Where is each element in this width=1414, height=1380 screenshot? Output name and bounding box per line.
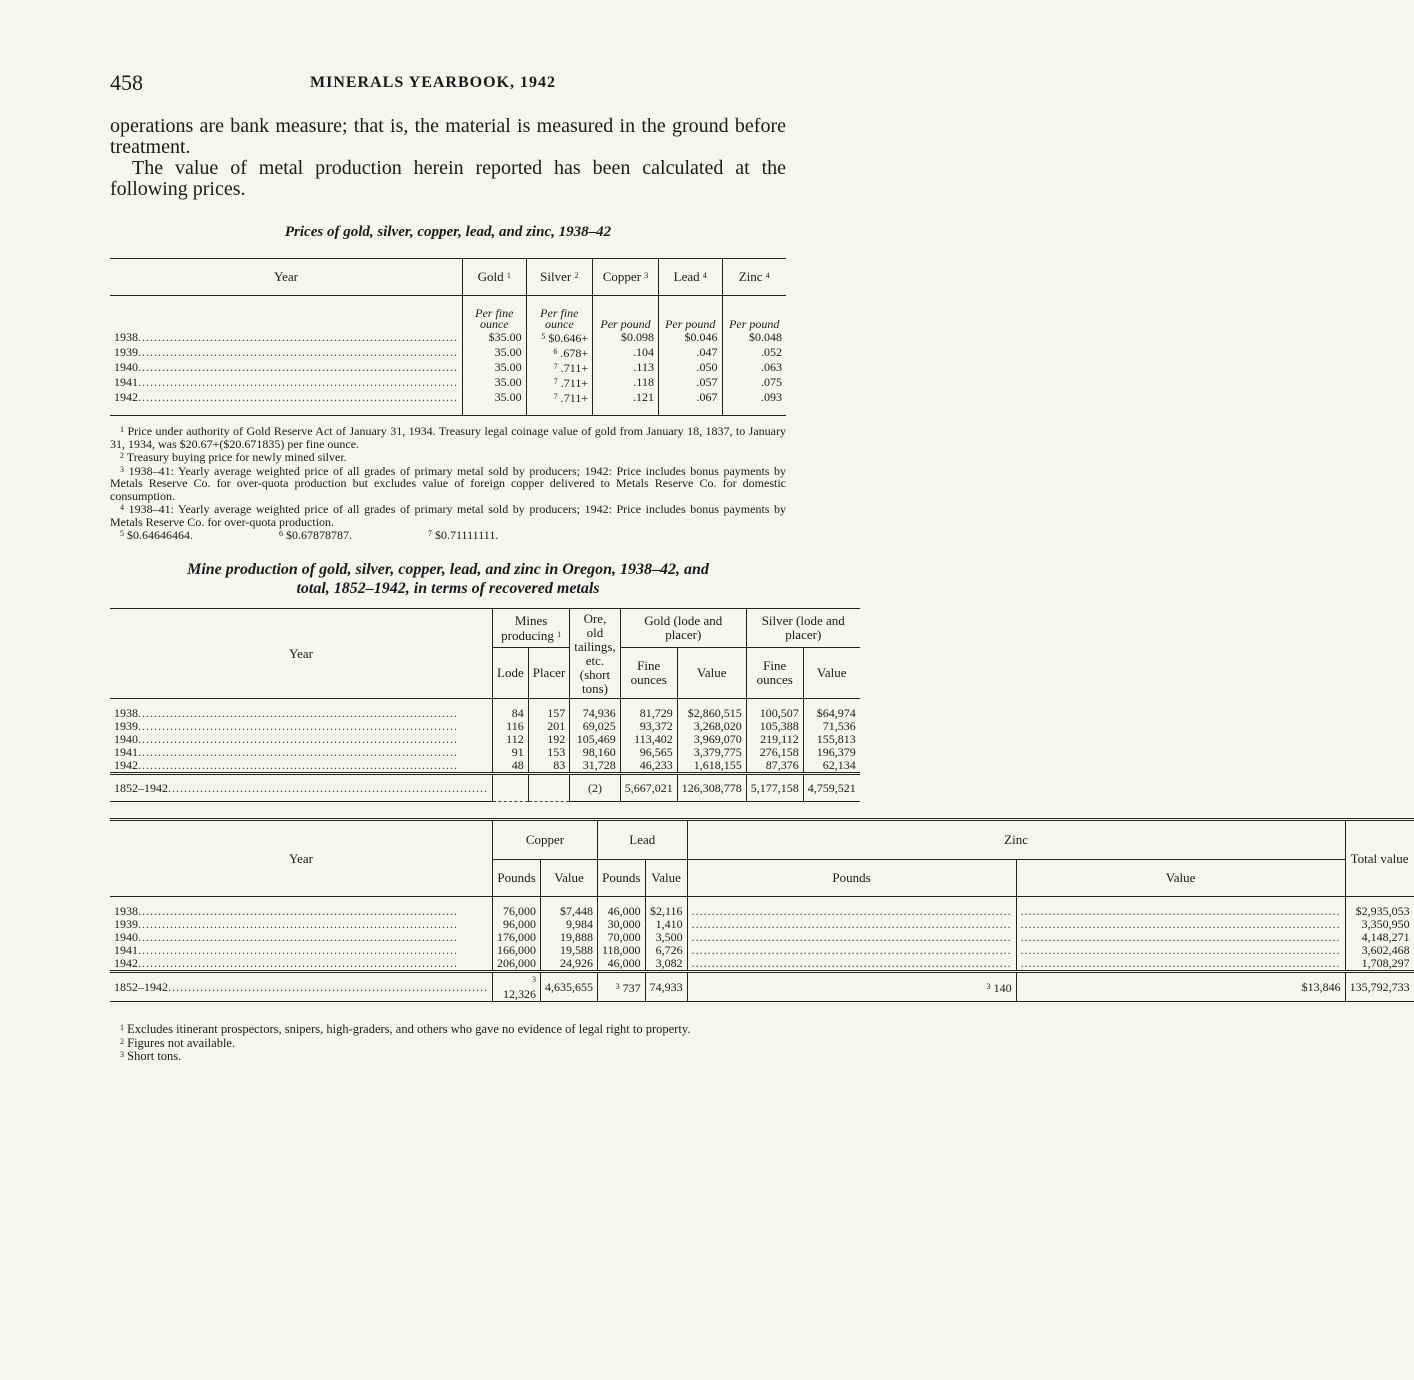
col-header-zinc-value: Value xyxy=(1016,860,1345,897)
col-header-placer: Placer xyxy=(528,648,569,699)
table-row: 1942 ..... 35.00 $^7$ .711+ .121 .067 .093 xyxy=(110,390,786,416)
unit-gold: Per fine ounce xyxy=(463,296,527,331)
col-header-lead-value: Value xyxy=(645,860,687,897)
running-title: MINERALS YEARBOOK, 1942 xyxy=(310,74,556,91)
unit-lead: Per pound xyxy=(658,296,722,331)
units-row xyxy=(110,296,786,331)
col-header-silver: Silver (lode and placer) xyxy=(746,609,860,648)
col-header-gold: Gold $^1$ xyxy=(463,259,527,296)
col-header-lode: Lode xyxy=(493,648,529,699)
page-header xyxy=(110,70,786,100)
intro-paragraph-2: The value of metal production herein reported has been calculated at the following prices. xyxy=(110,157,786,200)
col-header-silver-ounces: Fine ounces xyxy=(746,648,803,699)
col-header-mines: Mines producing $^1$ xyxy=(493,609,570,648)
footnote: $^3$ 1938–41: Yearly average weighted price of all grades of primary metal sold by producers; 1942: Price includes bonus payments by Metals Reserve Co. for over-quota production but excludes value of foreign copper delivered to Metals Reserve Co. for domestic consumption. xyxy=(110,463,787,503)
table-row: 1938 ..... 84 157 74,936 81,729 $2,860,515 100,507 $64,974 xyxy=(110,707,860,720)
footnote: $^2$ Treasury buying price for newly mined silver. xyxy=(120,450,347,464)
prices-header-row xyxy=(110,259,786,296)
intro-paragraph-1: operations are bank measure; that is, the material is measured in the ground before treatment. xyxy=(110,115,786,158)
table-row: 1938 ..... 76,000 $7,448 46,000 $2,116 ..... ..... $2,935,053 xyxy=(110,905,1414,918)
production-footnotes xyxy=(110,1022,786,1063)
prices-table-caption: Prices of gold, silver, copper, lead, and zinc, 1938–42 xyxy=(284,224,612,240)
col-header-copper: Copper xyxy=(493,820,598,860)
col-header-silver: Silver $^2$ xyxy=(526,259,593,296)
total-row: 1852–1942 ..... (2) 5,667,021 126,308,778 5,177,158 4,759,521 xyxy=(110,774,860,802)
footnote: $^2$ Figures not available. xyxy=(120,1035,236,1050)
col-header-gold-value: Value xyxy=(677,648,746,699)
col-header-zinc: Zinc xyxy=(687,820,1345,860)
footnote: $^1$ Price under authority of Gold Reserve Act of January 31, 1934. Treasury legal coinage value of gold from January 18, 1837, to January 31, 1934, was $20.67+($20.671835) per fine ounce. xyxy=(110,424,787,451)
table-row: 1939 ..... 96,000 9,984 30,000 1,410 ..... ..... 3,350,950 xyxy=(110,918,1414,931)
footnote: $^5$ $0.64646464. $^6$ $0.67878787. $^7$ $0.71111111. xyxy=(120,528,499,542)
col-header-silver-value: Value xyxy=(803,648,860,699)
col-header-gold: Gold (lode and placer) xyxy=(620,609,746,648)
col-header-lead-pounds: Pounds xyxy=(598,860,646,897)
table-row: 1941 ..... 166,000 19,588 118,000 6,726 ..... ..... 3,602,468 xyxy=(110,944,1414,957)
footnote: $^4$ 1938–41: Yearly average weighted price of all grades of primary metal sold by producers; 1942: Price includes bonus payments by Metals Reserve Co. for over-quota production. xyxy=(110,502,787,529)
col-header-year: Year xyxy=(110,820,493,897)
production-table-caption: Mine production of gold, silver, copper, lead, and zinc in Oregon, 1938–42, and total, 1852–1942, in terms of recovered metals xyxy=(187,561,709,597)
footnote: $^1$ Excludes itinerant prospectors, snipers, high-graders, and others who gave no evidence of legal right to property. xyxy=(120,1022,691,1036)
col-header-copper-pounds: Pounds xyxy=(493,860,541,897)
prices-table xyxy=(110,258,786,416)
unit-copper: Per pound xyxy=(593,296,659,331)
col-header-year: Year xyxy=(110,259,463,296)
table-row: 1940 ..... 112 192 105,469 113,402 3,969,070 219,112 155,813 xyxy=(110,733,860,746)
table-row: 1940 ..... 35.00 $^7$ .711+ .113 .050 .063 xyxy=(110,360,786,375)
col-header-copper: Copper $^3$ xyxy=(593,259,659,296)
page-number: 458 xyxy=(110,70,143,95)
col-header-lead: Lead xyxy=(598,820,688,860)
production-table-base-metals xyxy=(110,818,1414,1002)
col-header-gold-ounces: Fine ounces xyxy=(620,648,677,699)
total-row: 1852–1942 ..... $^3$ 12,326 4,635,655 $^3$ 737 74,933 $^3$ 140 $13,846 135,792,733 xyxy=(110,972,1414,1002)
col-header-total-value: Total value xyxy=(1345,820,1414,897)
col-header-zinc: Zinc $^4$ xyxy=(722,259,786,296)
production-table-precious xyxy=(110,608,860,802)
footnote: $^3$ Short tons. xyxy=(120,1049,182,1063)
table-row: 1941 ..... 91 153 98,160 96,565 3,379,775 276,158 196,379 xyxy=(110,746,860,759)
prices-footnotes xyxy=(110,424,786,542)
col-header-ore: Ore, old tailings, etc. (short tons) xyxy=(570,609,621,699)
col-header-copper-value: Value xyxy=(541,860,598,897)
table-row: 1938 ..... $35.00 $^5$ $0.646+ $0.098 $0.046 $0.048 xyxy=(110,330,786,345)
table-row: 1941 ..... 35.00 $^7$ .711+ .118 .057 .075 xyxy=(110,375,786,390)
table-row: 1939 ..... 35.00 $^6$ .678+ .104 .047 .052 xyxy=(110,345,786,360)
unit-zinc: Per pound xyxy=(722,296,786,331)
intro-text xyxy=(110,116,786,200)
unit-silver: Per fine ounce xyxy=(526,296,593,331)
table-row: 1939 ..... 116 201 69,025 93,372 3,268,020 105,388 71,536 xyxy=(110,720,860,733)
table-row: 1940 ..... 176,000 19,888 70,000 3,500 ..... ..... 4,148,271 xyxy=(110,931,1414,944)
table-row: 1942 ..... 48 83 31,728 46,233 1,618,155 87,376 62,134 xyxy=(110,759,860,774)
col-header-year: Year xyxy=(110,609,493,699)
col-header-zinc-pounds: Pounds xyxy=(687,860,1016,897)
table-row: 1942 ..... 206,000 24,926 46,000 3,082 ..... ..... 1,708,297 xyxy=(110,957,1414,972)
col-header-lead: Lead $^4$ xyxy=(658,259,722,296)
